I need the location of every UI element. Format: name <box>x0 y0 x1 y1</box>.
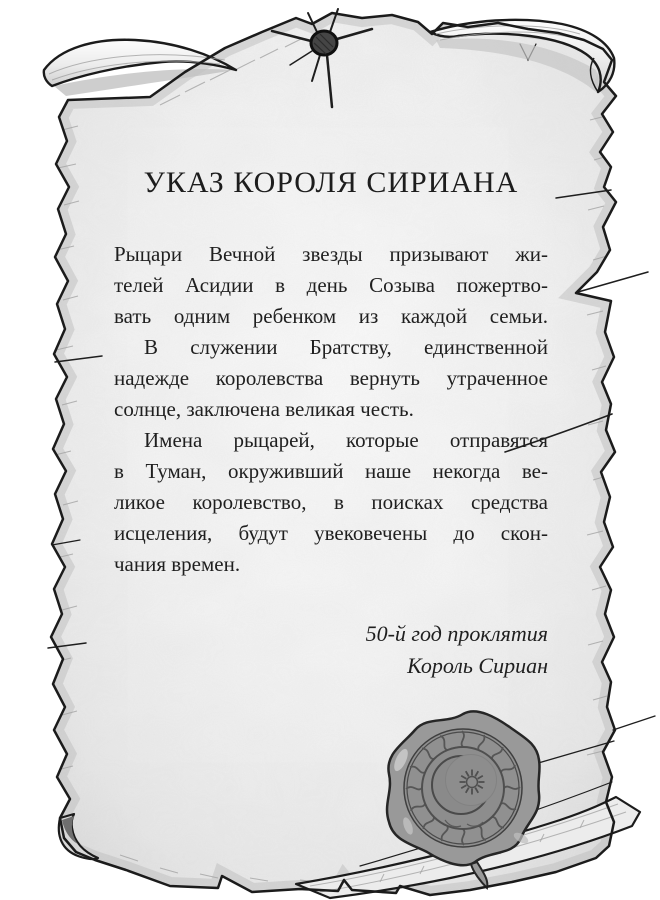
decree-title: УКАЗ КОРОЛЯ СИРИАНА <box>143 166 519 199</box>
decree-body-line: солнце, заключена великая честь. <box>114 397 414 421</box>
decree-body-line: Рыцари Вечной звезды призывают жи- <box>114 242 548 266</box>
decree-body <box>114 239 548 580</box>
decree-body-line: телей Асидии в день Созыва пожертво- <box>114 273 548 297</box>
decree-body-line: чания времен. <box>114 552 241 576</box>
decree-body-line: надежде королевства вернуть утраченное <box>114 366 548 390</box>
signature-year: 50-й год проклятия <box>365 621 548 646</box>
decree-body-line: ликое королевство, в поисках средства <box>114 490 548 514</box>
decree-body-line: исцеления, будут увековечены до скон- <box>114 521 548 545</box>
signature-name: Король Сириан <box>407 653 548 678</box>
decree-body-line: Имена рыцарей, которые отправятся <box>144 428 548 452</box>
decree-body-line: вать одним ребенком из каждой семьи. <box>114 304 548 328</box>
decree-body-line: в Туман, окруживший наше некогда ве- <box>114 459 548 483</box>
decree-body-line: В служении Братству, единственной <box>144 335 548 359</box>
decree-signature <box>248 618 548 682</box>
